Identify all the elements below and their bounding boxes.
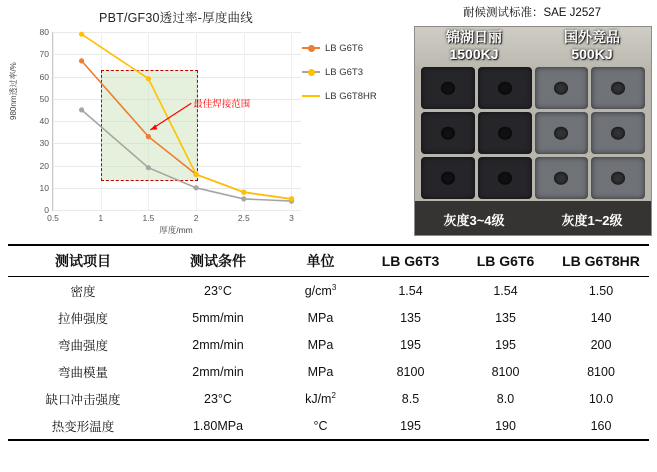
chart-point xyxy=(146,134,151,139)
table-cell-unit: MPa xyxy=(307,364,334,379)
chart-y-axis-label: 980nm透过率/% xyxy=(9,62,18,120)
table-cell-g6t8hr: 160 xyxy=(553,412,649,440)
photo-left-heading-line2: 1500KJ xyxy=(449,46,499,62)
table-cell-condition: 2mm/min xyxy=(192,364,244,379)
specimen-chip xyxy=(535,67,589,109)
table-cell-g6t8hr: 10.0 xyxy=(588,391,614,406)
photo-right-heading-line1: 国外竞品 xyxy=(564,29,620,45)
table-cell-property: 弯曲强度 xyxy=(57,338,108,353)
chart-point xyxy=(241,196,246,201)
properties-table-wrap xyxy=(8,244,649,441)
transmittance-chart xyxy=(6,2,406,234)
table-row xyxy=(8,385,649,412)
table-cell-g6t8hr: 200 xyxy=(590,337,612,352)
chart-point xyxy=(194,185,199,190)
chart-y-tick: 0 xyxy=(44,205,49,215)
table-cell-g6t8hr: 8100 xyxy=(587,364,615,379)
annotation-arrow-head xyxy=(150,124,157,129)
table-header-cell: LB G6T6 xyxy=(458,245,553,277)
chart-title: PBT/GF30透过率-厚度曲线 xyxy=(99,11,253,25)
chart-x-tick: 2 xyxy=(193,213,199,223)
chart-series-layer xyxy=(53,32,301,210)
table-cell-unit: MPa xyxy=(307,337,334,352)
table-cell-g6t3: 8100 xyxy=(396,364,425,379)
chart-x-axis-label: 厚度/mm xyxy=(159,225,193,235)
table-cell-property: 密度 xyxy=(70,284,96,299)
table-cell-unit: MPa xyxy=(307,310,334,325)
chart-x-tick: 3 xyxy=(289,213,294,223)
chart-legend xyxy=(302,36,406,108)
photo-left-heading xyxy=(415,29,533,63)
specimen-chip xyxy=(478,157,532,199)
legend-swatch-icon xyxy=(302,95,320,97)
chart-y-tick: 10 xyxy=(39,182,49,193)
legend-swatch-icon xyxy=(302,71,320,73)
chart-point xyxy=(146,76,151,81)
table-cell-g6t8hr: 1.50 xyxy=(588,283,614,298)
table-header-cell: LB G6T3 xyxy=(363,245,458,277)
chart-point xyxy=(194,172,199,177)
table-cell-g6t6: 195 xyxy=(495,337,516,352)
table-cell-property: 热变形温度 xyxy=(8,412,158,440)
table-cell-g6t3: 1.54 xyxy=(398,283,423,298)
chart-y-tick: 30 xyxy=(39,138,49,149)
specimen-chip xyxy=(591,112,645,154)
photo-left-heading-line1: 锦湖日丽 xyxy=(446,29,502,45)
weathering-standard-label: 耐候测试标准：SAE J2527 xyxy=(462,7,602,19)
photo-right-heading xyxy=(533,29,651,63)
table-cell-condition: 23°C xyxy=(204,391,232,406)
specimen-chip xyxy=(421,112,475,154)
table-cell-g6t6: 1.54 xyxy=(493,283,518,298)
chart-gridline xyxy=(53,210,301,211)
table-cell-g6t3: 195 xyxy=(400,337,421,352)
table-cell-g6t6: 135 xyxy=(495,310,516,325)
chart-x-tick: 0.5 xyxy=(47,213,59,223)
table-cell-condition: 5mm/min xyxy=(192,310,244,325)
table-row xyxy=(8,277,649,305)
table-row xyxy=(8,304,649,331)
specimen-chip xyxy=(591,157,645,199)
specimen-chip xyxy=(535,157,589,199)
optimal-welding-range-label: 最佳焊接范围 xyxy=(193,99,251,111)
legend-label: LB G6T6 xyxy=(325,42,364,54)
chart-point xyxy=(79,107,84,112)
table-header-row xyxy=(8,245,649,277)
chart-point xyxy=(241,190,246,195)
table-header-cell: 测试条件 xyxy=(158,245,278,277)
table-cell-g6t3: 8.5 xyxy=(401,391,420,406)
chart-x-tick: 1 xyxy=(98,213,104,223)
table-cell-unit: °C xyxy=(278,412,363,440)
table-cell-property: 弯曲模量 xyxy=(57,365,108,380)
specimen-chip xyxy=(421,67,475,109)
table-cell-g6t3: 195 xyxy=(363,412,458,440)
annotation-arrow xyxy=(150,103,191,130)
chart-point xyxy=(79,58,84,63)
chart-y-tick: 50 xyxy=(39,93,49,104)
properties-table xyxy=(8,244,649,441)
table-row xyxy=(8,331,649,358)
legend-label: LB G6T8HR xyxy=(325,90,377,102)
chart-x-tick: 2.5 xyxy=(237,213,250,223)
left-grade-label: 灰度3~4级 xyxy=(443,213,505,228)
right-grade-label: 灰度1~2级 xyxy=(561,213,623,228)
photo-right-heading-line2: 500KJ xyxy=(571,46,613,62)
chart-y-tick: 60 xyxy=(39,71,49,82)
table-body xyxy=(8,277,649,441)
specimen-chip xyxy=(421,157,475,199)
table-cell-g6t6: 8100 xyxy=(491,364,520,379)
table-cell-property: 缺口冲击强度 xyxy=(45,392,121,407)
table-row xyxy=(8,412,649,440)
legend-label: LB G6T3 xyxy=(325,66,364,78)
legend-item xyxy=(302,36,406,60)
table-cell-g6t6: 8.0 xyxy=(496,391,515,406)
table-cell-condition: 2mm/min xyxy=(192,337,244,352)
table-header-cell: 测试项目 xyxy=(8,245,158,277)
specimen-chip xyxy=(591,67,645,109)
table-cell-g6t6: 190 xyxy=(458,412,553,440)
chart-line-lb-g6t8hr xyxy=(82,34,292,199)
chart-y-tick: 70 xyxy=(39,49,49,60)
legend-item xyxy=(302,84,406,108)
legend-item xyxy=(302,60,406,84)
table-cell-condition: 1.80MPa xyxy=(158,412,278,440)
table-cell-unit: $g/cm^3$ xyxy=(304,282,337,299)
legend-swatch-icon xyxy=(302,47,320,49)
specimen-chip xyxy=(535,112,589,154)
chart-plot-area xyxy=(39,27,301,223)
chart-line-lb-g6t6 xyxy=(82,61,292,199)
table-cell-unit: $kJ/m^2$ xyxy=(305,390,336,407)
table-cell-condition: 23°C xyxy=(204,283,232,298)
table-row xyxy=(8,358,649,385)
chart-point xyxy=(289,196,294,201)
chart-x-tick: 1.5 xyxy=(142,213,155,223)
table-cell-g6t3: 135 xyxy=(400,310,421,325)
weathering-photo xyxy=(414,26,652,236)
chart-y-tick: 80 xyxy=(39,27,49,37)
chart-y-tick: 40 xyxy=(39,116,49,126)
table-cell-g6t8hr: 140 xyxy=(590,310,612,325)
specimen-chip xyxy=(478,112,532,154)
table-header-cell: LB G6T8HR xyxy=(553,245,649,277)
table-header-cell: 单位 xyxy=(278,245,363,277)
specimen-chip xyxy=(478,67,532,109)
specimen-grid xyxy=(415,65,651,201)
weathering-photo-panel xyxy=(412,4,652,234)
chart-y-tick: 20 xyxy=(39,160,49,171)
chart-point xyxy=(146,165,151,170)
table-cell-property: 拉伸强度 xyxy=(57,311,108,326)
chart-point xyxy=(79,32,84,37)
